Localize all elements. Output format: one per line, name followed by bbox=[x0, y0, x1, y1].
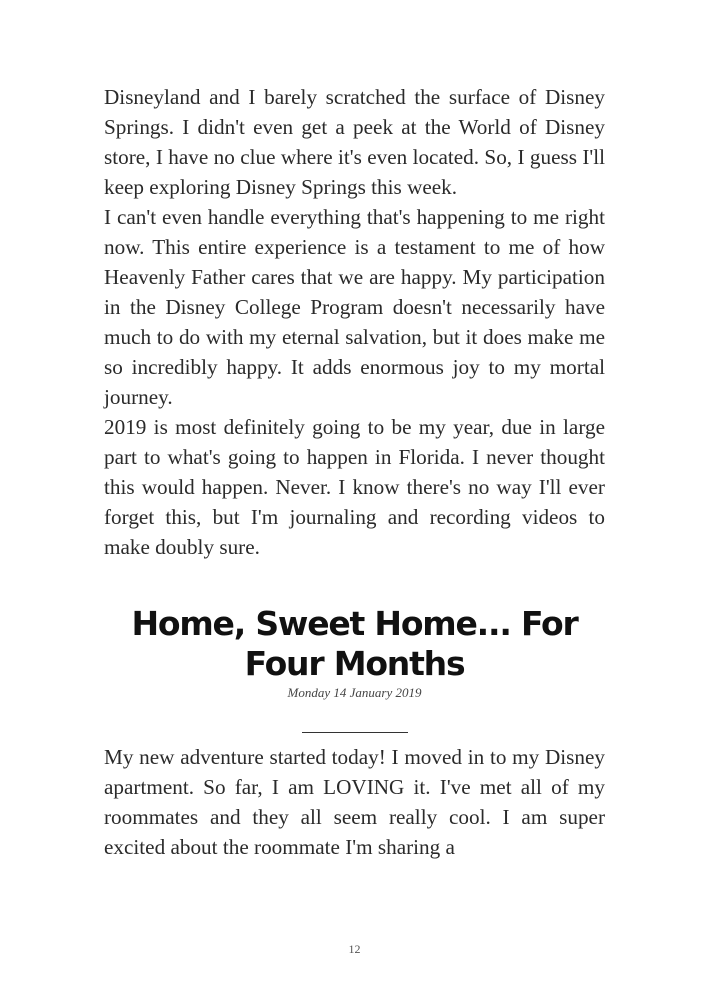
entry-title: Home, Sweet Home... For Four Months bbox=[131, 604, 578, 683]
paragraph: Disneyland and I barely scratched the surface of Disney Springs. I didn't even get a peek at the World of Disney store, I have no clue where it's even located. So, I guess I'll keep exploring Disney Springs this week. bbox=[104, 85, 605, 199]
page-content bbox=[104, 82, 605, 862]
previous-entry-text bbox=[104, 82, 605, 562]
entry-text bbox=[104, 742, 605, 862]
paragraph: My new adventure started today! I moved in to my Disney apartment. So far, I am LOVING it. I've met all of my roommates and they all seem really cool. I am super excited about the roommate I'm sharing a bbox=[104, 745, 605, 859]
paragraph: 2019 is most definitely going to be my year, due in large part to what's going to happen in Florida. I never thought this would happen. Never. I know there's no way I'll ever forget this, but I'm journaling and recording videos to make doubly sure. bbox=[104, 415, 605, 559]
section-divider bbox=[302, 732, 408, 733]
page-number: 12 bbox=[348, 942, 361, 956]
entry-date: Monday 14 January 2019 bbox=[287, 685, 422, 700]
paragraph: I can't even handle everything that's happening to me right now. This entire experience is a testament to me of how Heavenly Father cares that we are happy. My participation in the Disney College Program doesn't necessarily have much to do with my eternal salvation, but it does make me so incredibly happy. It adds enormous joy to my mortal journey. bbox=[104, 205, 605, 409]
